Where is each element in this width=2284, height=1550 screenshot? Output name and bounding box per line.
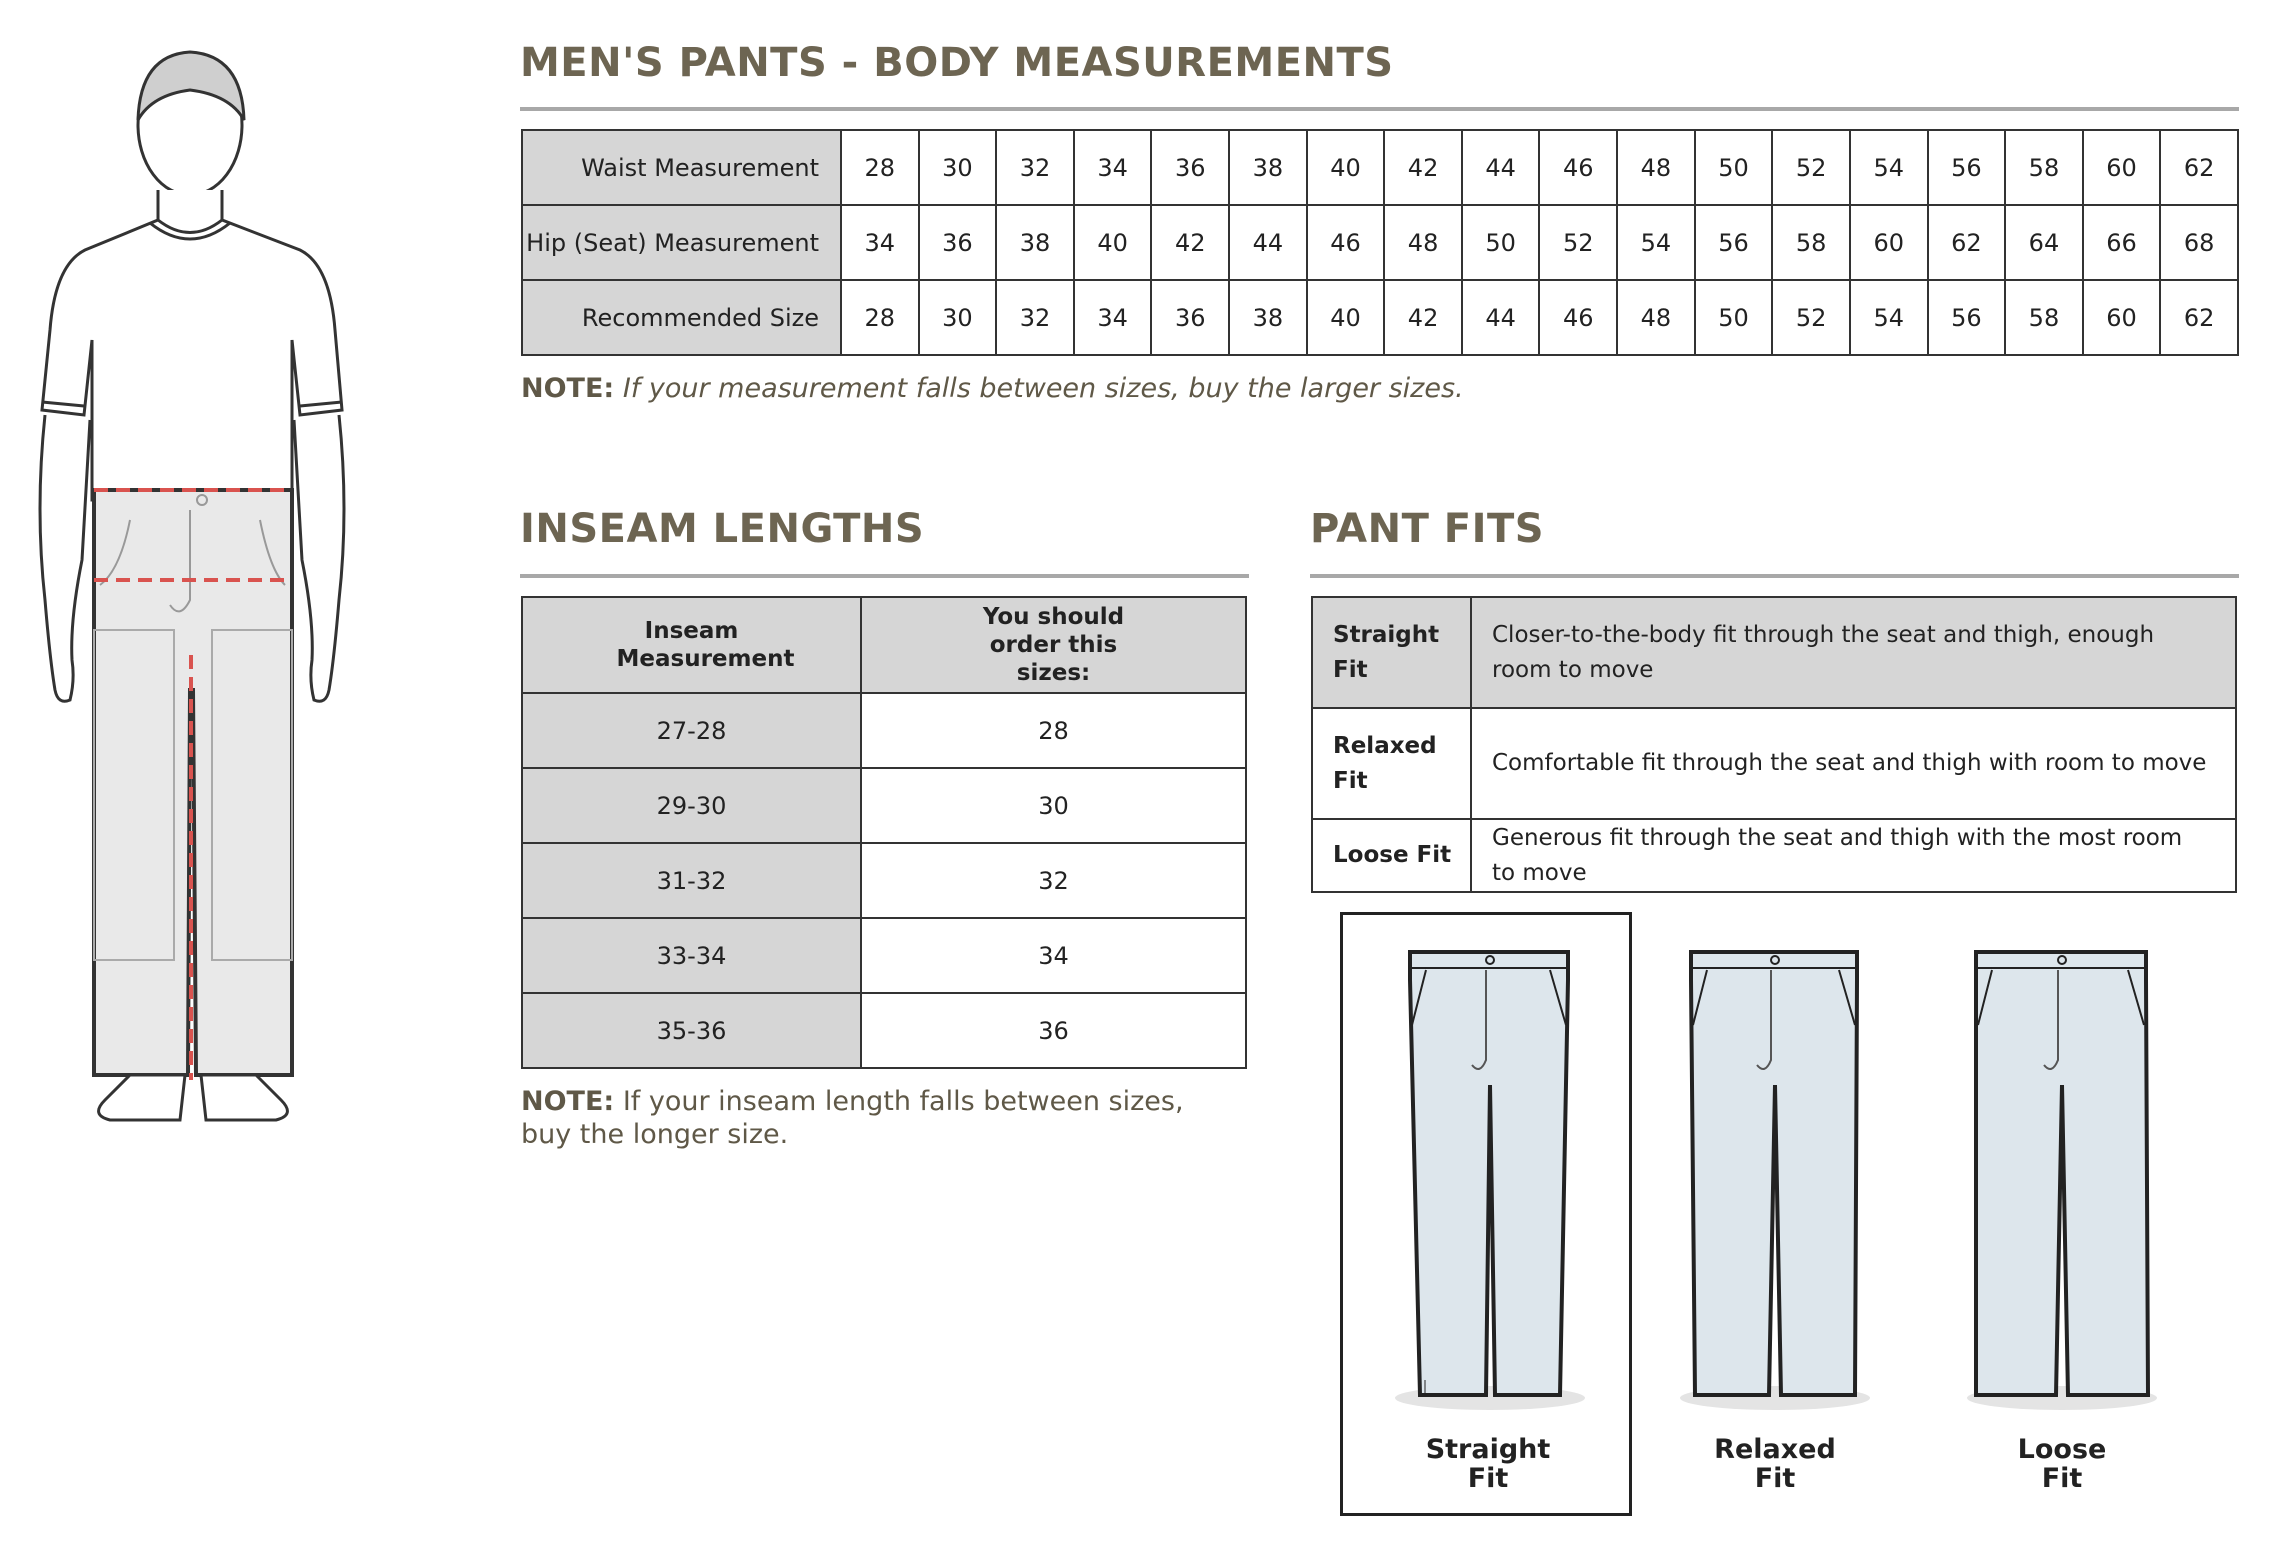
header-text: Inseam Measurement <box>616 618 795 672</box>
note-label: NOTE: <box>521 373 615 404</box>
table-cell: 56 <box>1695 205 1773 280</box>
table-cell: 34 <box>1074 280 1152 355</box>
row-label: Waist Measurement <box>522 130 841 205</box>
row-label: Recommended Size <box>522 280 841 355</box>
body-measurements-note <box>521 372 1464 405</box>
caption-line: Fit <box>2041 1463 2083 1494</box>
body-measurements-title: MEN'S PANTS - BODY MEASUREMENTS <box>520 40 1394 86</box>
note-text: If your measurement falls between sizes, buy the larger sizes. <box>622 373 1464 404</box>
table-row <box>522 280 2238 355</box>
table-row <box>1312 819 2236 892</box>
table-cell: 44 <box>1229 205 1307 280</box>
inseam-header-measurement <box>522 597 861 693</box>
table-cell: 40 <box>1307 130 1385 205</box>
table-cell: 60 <box>1850 205 1928 280</box>
table-cell: 58 <box>2005 130 2083 205</box>
table-cell: 54 <box>1617 205 1695 280</box>
table-cell: 28 <box>841 130 919 205</box>
table-cell: 50 <box>1695 130 1773 205</box>
caption-line: Relaxed <box>1714 1434 1836 1465</box>
table-row <box>522 843 1246 918</box>
table-cell: 60 <box>2083 280 2161 355</box>
pant-fits-rule <box>1310 574 2239 578</box>
fit-name-text: Relaxed Fit <box>1333 732 1437 794</box>
inseam-range: 33-34 <box>522 918 861 993</box>
relaxed-pants-icon <box>1675 950 1875 1410</box>
inseam-range: 35-36 <box>522 993 861 1068</box>
straight-pants-icon <box>1390 950 1590 1410</box>
table-cell: 48 <box>1384 205 1462 280</box>
table-row <box>522 130 2238 205</box>
inseam-size: 28 <box>861 693 1246 768</box>
loose-pants-icon <box>1962 950 2162 1410</box>
fit-name <box>1312 708 1471 819</box>
table-row <box>522 918 1246 993</box>
table-cell: 36 <box>919 205 997 280</box>
table-cell: 62 <box>2160 130 2238 205</box>
table-cell: 38 <box>996 205 1074 280</box>
row-label: Hip (Seat) Measurement <box>522 205 841 280</box>
fit-name <box>1312 597 1471 708</box>
table-cell: 58 <box>2005 280 2083 355</box>
table-cell: 30 <box>919 280 997 355</box>
table-cell: 44 <box>1462 130 1540 205</box>
fit-name: Loose Fit <box>1312 819 1471 892</box>
feet-icon <box>99 1075 288 1120</box>
pant-fits-title: PANT FITS <box>1310 506 1545 552</box>
inseam-title: INSEAM LENGTHS <box>520 506 925 552</box>
table-cell: 44 <box>1462 280 1540 355</box>
table-cell: 42 <box>1384 130 1462 205</box>
fit-description: Closer-to-the-body fit through the seat and thigh, enough room to move <box>1471 597 2236 708</box>
table-cell: 52 <box>1772 280 1850 355</box>
inseam-size: 34 <box>861 918 1246 993</box>
table-cell: 40 <box>1307 280 1385 355</box>
table-cell: 30 <box>919 130 997 205</box>
inseam-header-size <box>861 597 1246 693</box>
caption-line: Fit <box>1467 1463 1509 1494</box>
table-cell: 38 <box>1229 130 1307 205</box>
caption-line: Fit <box>1754 1463 1796 1494</box>
table-cell: 68 <box>2160 205 2238 280</box>
inseam-table <box>521 596 1247 1069</box>
caption-line: Straight <box>1425 1434 1551 1465</box>
table-cell: 58 <box>1772 205 1850 280</box>
table-cell: 36 <box>1151 130 1229 205</box>
table-cell: 48 <box>1617 280 1695 355</box>
table-cell: 52 <box>1772 130 1850 205</box>
body-measurements-rule <box>520 107 2239 111</box>
table-cell: 50 <box>1695 280 1773 355</box>
table-cell: 62 <box>1928 205 2006 280</box>
table-cell: 50 <box>1462 205 1540 280</box>
head-icon <box>138 52 244 233</box>
table-row <box>1312 708 2236 819</box>
fit-description: Comfortable fit through the seat and thigh with room to move <box>1471 708 2236 819</box>
table-cell: 40 <box>1074 205 1152 280</box>
table-cell: 28 <box>841 280 919 355</box>
caption-line: Loose <box>2017 1434 2107 1465</box>
table-header-row <box>522 597 1246 693</box>
table-cell: 54 <box>1850 130 1928 205</box>
table-cell: 56 <box>1928 130 2006 205</box>
table-row <box>522 693 1246 768</box>
fit-description: Generous fit through the seat and thigh with the most room to move <box>1471 819 2236 892</box>
table-cell: 46 <box>1539 130 1617 205</box>
table-cell: 42 <box>1384 280 1462 355</box>
fit-caption-loose <box>1962 1435 2162 1493</box>
inseam-size: 32 <box>861 843 1246 918</box>
table-row <box>522 993 1246 1068</box>
table-cell: 42 <box>1151 205 1229 280</box>
inseam-rule <box>520 574 1249 578</box>
inseam-range: 29-30 <box>522 768 861 843</box>
table-cell: 46 <box>1539 280 1617 355</box>
table-cell: 34 <box>841 205 919 280</box>
inseam-range: 27-28 <box>522 693 861 768</box>
table-cell: 64 <box>2005 205 2083 280</box>
inseam-size: 30 <box>861 768 1246 843</box>
table-cell: 66 <box>2083 205 2161 280</box>
table-cell: 52 <box>1539 205 1617 280</box>
table-row <box>522 768 1246 843</box>
table-row <box>522 205 2238 280</box>
table-cell: 54 <box>1850 280 1928 355</box>
figure-illustration <box>30 40 370 1130</box>
table-cell: 60 <box>2083 130 2161 205</box>
table-cell: 34 <box>1074 130 1152 205</box>
header-text: You should order this sizes: <box>982 604 1125 686</box>
fit-caption-relaxed <box>1675 1435 1875 1493</box>
table-cell: 46 <box>1307 205 1385 280</box>
note-label: NOTE: <box>521 1086 615 1117</box>
pant-fits-table <box>1311 596 2237 893</box>
inseam-note <box>521 1085 1221 1151</box>
inseam-size: 36 <box>861 993 1246 1068</box>
table-row <box>1312 597 2236 708</box>
table-cell: 32 <box>996 130 1074 205</box>
table-cell: 62 <box>2160 280 2238 355</box>
table-cell: 36 <box>1151 280 1229 355</box>
table-cell: 38 <box>1229 280 1307 355</box>
fit-name-text: Straight Fit <box>1333 621 1440 683</box>
body-measurements-table <box>521 129 2239 356</box>
inseam-range: 31-32 <box>522 843 861 918</box>
fit-caption-straight <box>1388 1435 1588 1493</box>
table-cell: 56 <box>1928 280 2006 355</box>
table-cell: 48 <box>1617 130 1695 205</box>
note-text: If your inseam length falls between sizes, buy the longer size. <box>521 1086 1184 1150</box>
table-cell: 32 <box>996 280 1074 355</box>
